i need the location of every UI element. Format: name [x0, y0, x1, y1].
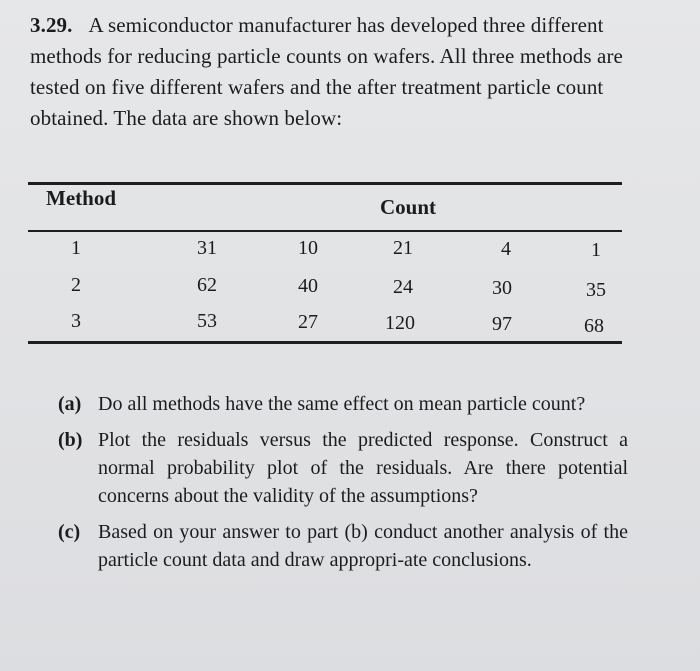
method-cell: 1	[71, 237, 81, 259]
method-cell: 2	[71, 274, 81, 296]
count-cell: 120	[385, 312, 415, 334]
count-cell: 68	[584, 315, 604, 337]
problem-text: A semiconductor manufacturer has developed three different methods for reducing particle counts on wafers. All three methods are tested on five different wafers and the after treatment particle count obtained. The data are shown below:	[30, 13, 623, 130]
count-cell: 10	[298, 237, 318, 259]
count-cell: 30	[492, 277, 512, 299]
table-top-rule	[28, 182, 622, 185]
count-cell: 40	[298, 275, 318, 297]
question-list	[58, 390, 628, 582]
method-cell: 3	[71, 310, 81, 332]
question-item	[58, 426, 628, 510]
count-cell: 4	[501, 238, 511, 260]
count-cell: 27	[298, 311, 318, 333]
question-label: (c)	[58, 521, 81, 543]
question-label: (a)	[58, 393, 82, 415]
table-bottom-rule	[28, 341, 622, 344]
question-label: (b)	[58, 429, 83, 451]
question-item	[58, 518, 628, 574]
question-text: Plot the residuals versus the predicted response. Construct a normal probability plot of the residuals. Are there potential concerns about the validity of the assumptions?	[98, 429, 628, 507]
count-cell: 1	[591, 239, 601, 261]
count-cell: 21	[393, 237, 413, 259]
count-cell: 97	[492, 313, 512, 335]
count-column-header: Count	[380, 195, 437, 219]
table-header-rule	[28, 230, 622, 232]
count-cell: 62	[197, 274, 217, 296]
question-text: Do all methods have the same effect on mean particle count?	[98, 393, 586, 415]
method-column-header: Method	[46, 186, 116, 210]
count-cell: 24	[393, 276, 413, 298]
problem-statement	[30, 10, 640, 134]
problem-number: 3.29.	[30, 13, 73, 37]
count-cell: 35	[586, 279, 606, 301]
count-cell: 53	[197, 310, 217, 332]
question-text: Based on your answer to part (b) conduct another analysis of the particle count data and draw appropri-ate conclusions.	[98, 521, 628, 571]
question-item	[58, 390, 628, 418]
count-cell: 31	[197, 237, 217, 259]
